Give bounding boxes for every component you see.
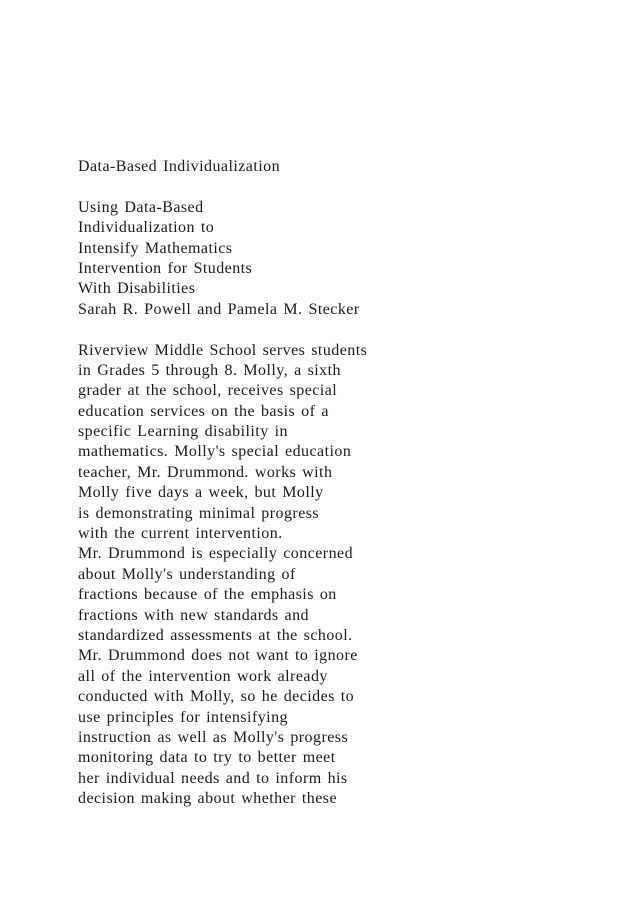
article-title-line: With Disabilities [78, 280, 196, 298]
body-line: education services on the basis of a [78, 402, 329, 420]
body-line: teacher, Mr. Drummond. works with [78, 463, 333, 481]
body-line: use principles for intensifying [78, 708, 288, 726]
running-header: Data-Based Individualization [78, 158, 281, 175]
body-line: her individual needs and to inform his [78, 769, 348, 787]
authors: Sarah R. Powell and Pamela M. Stecker [78, 300, 360, 318]
body-line: in Grades 5 through 8. Molly, a sixth [78, 361, 341, 379]
body-line: instruction as well as Molly's progress [78, 728, 349, 746]
body-line: Mr. Drummond is especially concerned [78, 545, 354, 563]
article-title-line: Using Data-Based [78, 198, 204, 216]
spacer [78, 320, 598, 340]
body-line: all of the intervention work already [78, 667, 328, 685]
body-line: conducted with Molly, so he decides to [78, 688, 355, 706]
body-line: is demonstrating minimal progress [78, 504, 320, 522]
article-title-line: Individualization to [78, 219, 215, 237]
body-line: with the current intervention. [78, 525, 283, 543]
body-line: specific Learning disability in [78, 423, 288, 441]
body-line: about Molly's understanding of [78, 565, 296, 583]
body-line: decision making about whether these [78, 790, 338, 808]
document-text [78, 157, 598, 810]
spacer [78, 177, 598, 197]
body-line: fractions because of the emphasis on [78, 586, 337, 604]
body-line: Riverview Middle School serves students [78, 341, 368, 359]
body-line: grader at the school, receives special [78, 382, 338, 400]
body-line: fractions with new standards and [78, 606, 310, 624]
body-line: standardized assessments at the school. [78, 626, 353, 644]
article-title-line: Intensify Mathematics [78, 239, 233, 257]
body-line: Mr. Drummond does not want to ignore [78, 647, 358, 665]
body-line: mathematics. Molly's special education [78, 443, 352, 461]
article-title-line: Intervention for Students [78, 259, 253, 277]
body-line: Molly five days a week, but Molly [78, 484, 324, 502]
body-line: monitoring data to try to better meet [78, 749, 336, 767]
